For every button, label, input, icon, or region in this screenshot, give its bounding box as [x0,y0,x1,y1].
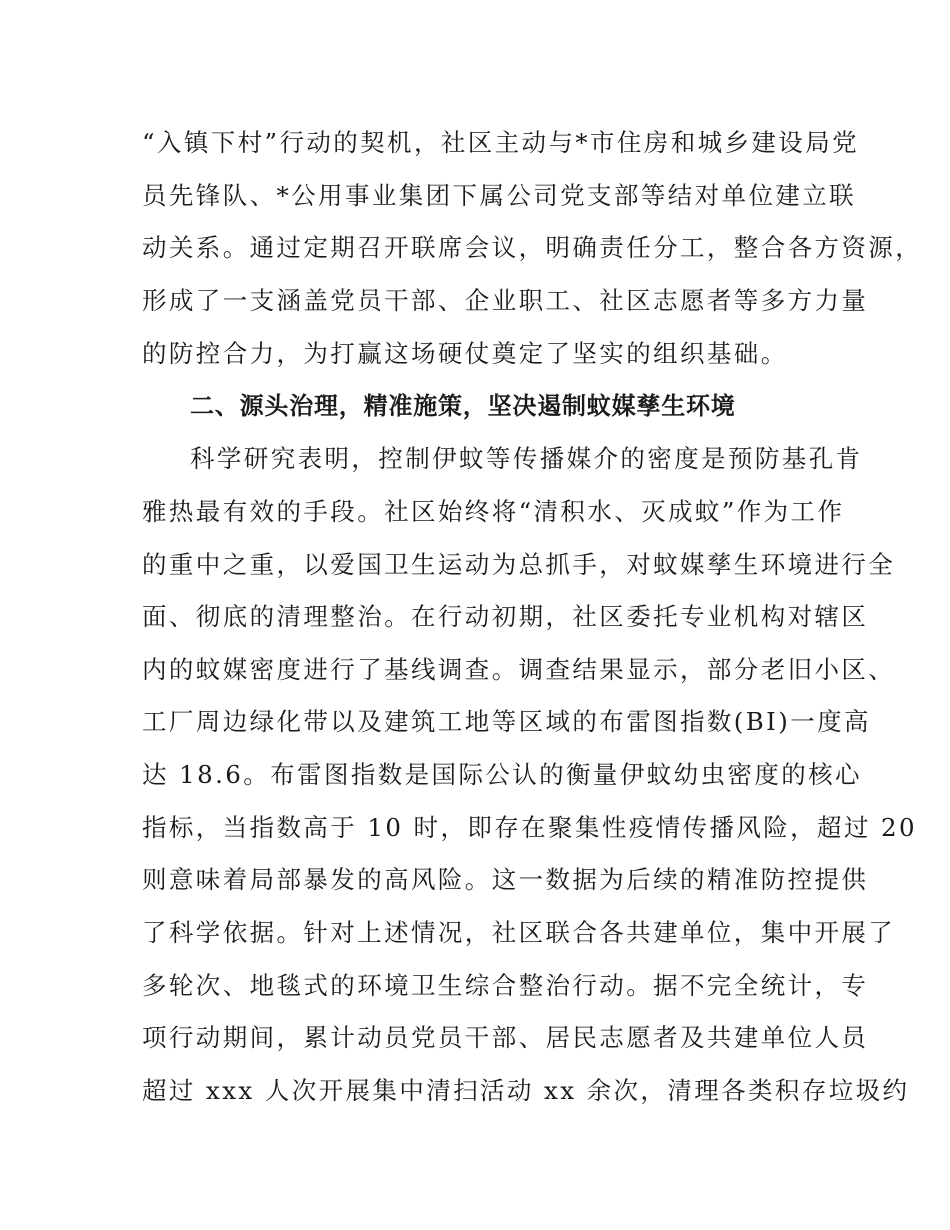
paragraph-2-line: 多轮次、地毯式的环境卫生综合整治行动。据不完全统计，专 [142,971,869,1000]
section-heading: 二、源头治理，精准施策，坚决遏制蚊媒孳生环境 [190,392,736,420]
paragraph-1-line: 员先锋队、*公用事业集团下属公司党支部等结对单位建立联 [142,181,857,210]
paragraph-1-line: “入镇下村”行动的契机，社区主动与*市住房和城乡建设局党 [142,128,859,157]
paragraph-2-line: 工厂周边绿化带以及建筑工地等区域的布雷图指数(BI)一度高 [142,707,871,736]
paragraph-2-line: 内的蚊媒密度进行了基线调查。调查结果显示，部分老旧小区、 [142,655,896,684]
paragraph-2-line: 的重中之重，以爱国卫生运动为总抓手，对蚊媒孳生环境进行全 [142,550,896,579]
paragraph-2-line: 面、彻底的清理整治。在行动初期，社区委托专业机构对辖区 [142,602,869,631]
paragraph-2-line: 指标，当指数高于 10 时，即存在聚集性疫情传播风险，超过 20 [142,813,918,842]
paragraph-2-line: 雅热最有效的手段。社区始终将“清积水、灭成蚊”作为工作 [142,497,845,526]
paragraph-1-line: 形成了一支涵盖党员干部、企业职工、社区志愿者等多方力量 [142,286,869,315]
paragraph-1-line: 的防控合力，为打赢这场硬仗奠定了坚实的组织基础。 [142,339,788,368]
paragraph-2-line: 达 18.6。布雷图指数是国际公认的衡量伊蚊幼虫密度的核心 [142,760,862,789]
paragraph-2-line: 则意味着局部暴发的高风险。这一数据为后续的精准防控提供 [142,865,869,894]
paragraph-2-line: 科学研究表明，控制伊蚊等传播媒介的密度是预防基孔肯 [190,444,863,473]
paragraph-2-line: 了科学依据。针对上述情况，社区联合各共建单位，集中开展了 [142,918,896,947]
paragraph-2-line: 项行动期间，累计动员党员干部、居民志愿者及共建单位人员 [142,1023,869,1052]
paragraph-2-line: 超过 xxx 人次开展集中清扫活动 xx 余次，清理各类积存垃圾约 [142,1076,910,1105]
paragraph-1-line: 动关系。通过定期召开联席会议，明确责任分工，整合各方资源， [142,233,923,262]
